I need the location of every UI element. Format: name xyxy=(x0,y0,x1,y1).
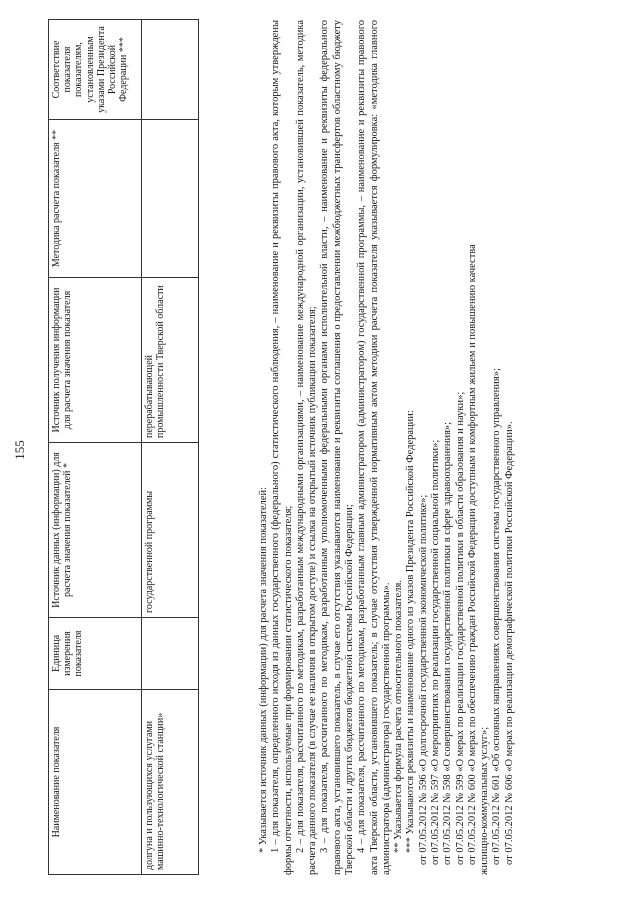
decree-item: от 07.05.2012 № 599 «О мерах по реализации государственной политики в области образования и науки»; xyxy=(454,391,466,865)
header-data-source: Источник данных (информации) для расчета значения показателей * xyxy=(49,443,142,618)
header-info-source: Источник получения информации для расчета значения показателя xyxy=(49,278,142,443)
page-number: 155 xyxy=(12,440,27,460)
decree-item: от 07.05.2012 № 596 «О долгосрочной государственной экономической политике»; xyxy=(417,494,429,865)
header-method: Методика расчета показателя ** xyxy=(49,120,142,278)
cell-method xyxy=(142,120,199,278)
cell-data-source: государственной программы xyxy=(142,443,199,618)
decree-item: от 07.05.2012 № 598 «О совершенствовании государственной политики в сфере здравоохранения»; xyxy=(442,421,454,865)
decree-item: от 07.05.2012 № 597 «О мероприятиях по реализации государственной социальной политики»; xyxy=(429,439,441,865)
footnote-1: * Указывается источник данных (информации) для расчета значения показателей: xyxy=(258,486,269,853)
cell-decree-match xyxy=(142,20,199,120)
header-decree-match: Соответствие показателя показателям, установленным указами Президента Российской Федерации *** xyxy=(49,20,142,120)
footnote-item-1: 1 – для показателя, определенного исходя из данных государственного (федерального) статистического наблюдения, – наименование и реквизиты правового акта, которым утверждены формы отчетности, используемые при формировании статистического показателя; xyxy=(270,20,294,875)
footnote-item-3: 3 – для показателя, рассчитанного по методикам, разработанным уполномоченными федеральными органами исполнительной власти, – наименование и реквизиты федерального правового акта, установившего показатель, в случае его отсутствия указываются наименование и реквизиты соглашения о предоставлении межбюджетных трансфертов областному бюджету Тверской области и других бюджетов бюджетной системы Российской Федерации; xyxy=(319,20,355,875)
footnote-item-2: 2 – для показателя, рассчитанного по методикам, разработанным международными организациями, – наименование международной организации, установившей показатель, методика расчета данного показателя (в случае ее наличия в открытом доступе) и ссылка на открытый источник публикации показателя; xyxy=(294,20,319,875)
footnote-item-4: 4 – для показателя, рассчитанного по методикам, разработанным главным администратором (администратором) государственной программы, – наименование и реквизиты правового акта Тверской области, установившего показатель; в случае отсутствия утвержденной нормативным актом методики расчета показателя указывается формулировка: «методика главного администратора (администратора) государственной программы». xyxy=(356,20,392,875)
cell-info-source: перерабатывающей промышленности Тверской области xyxy=(142,278,199,443)
footnote-2: ** Указывается формула расчета относительного показателя. xyxy=(393,580,405,853)
table-header-row xyxy=(49,20,142,875)
table-row xyxy=(142,20,199,875)
footnotes xyxy=(258,20,516,875)
indicator-table xyxy=(48,19,199,875)
decree-list xyxy=(418,20,516,875)
footnote-3: *** Указываются реквизиты и наименование одного из указов Президента Российской Федерации: xyxy=(405,410,417,853)
header-indicator-name: Наименование показателя xyxy=(49,690,142,875)
cell-indicator-name: долгуна и пользующихся услугами машинно-технологической станции» xyxy=(142,690,199,875)
decree-item: от 07.05.2012 № 606 «О мерах по реализации демографической политики Российской Федерации». xyxy=(503,421,515,865)
decree-item-continuation: жилищно-коммунальных услуг»; xyxy=(479,726,491,875)
header-unit: Единица измерения показателя xyxy=(49,618,142,690)
decree-item: от 07.05.2012 № 600 «О мерах по обеспечению граждан Российской Федерации доступным и комфортным жильем и повышению качества xyxy=(466,244,478,865)
decree-item: от 07.05.2012 № 601 «Об основных направлениях совершенствования системы государственного управления»; xyxy=(491,368,503,865)
cell-unit xyxy=(142,618,199,690)
